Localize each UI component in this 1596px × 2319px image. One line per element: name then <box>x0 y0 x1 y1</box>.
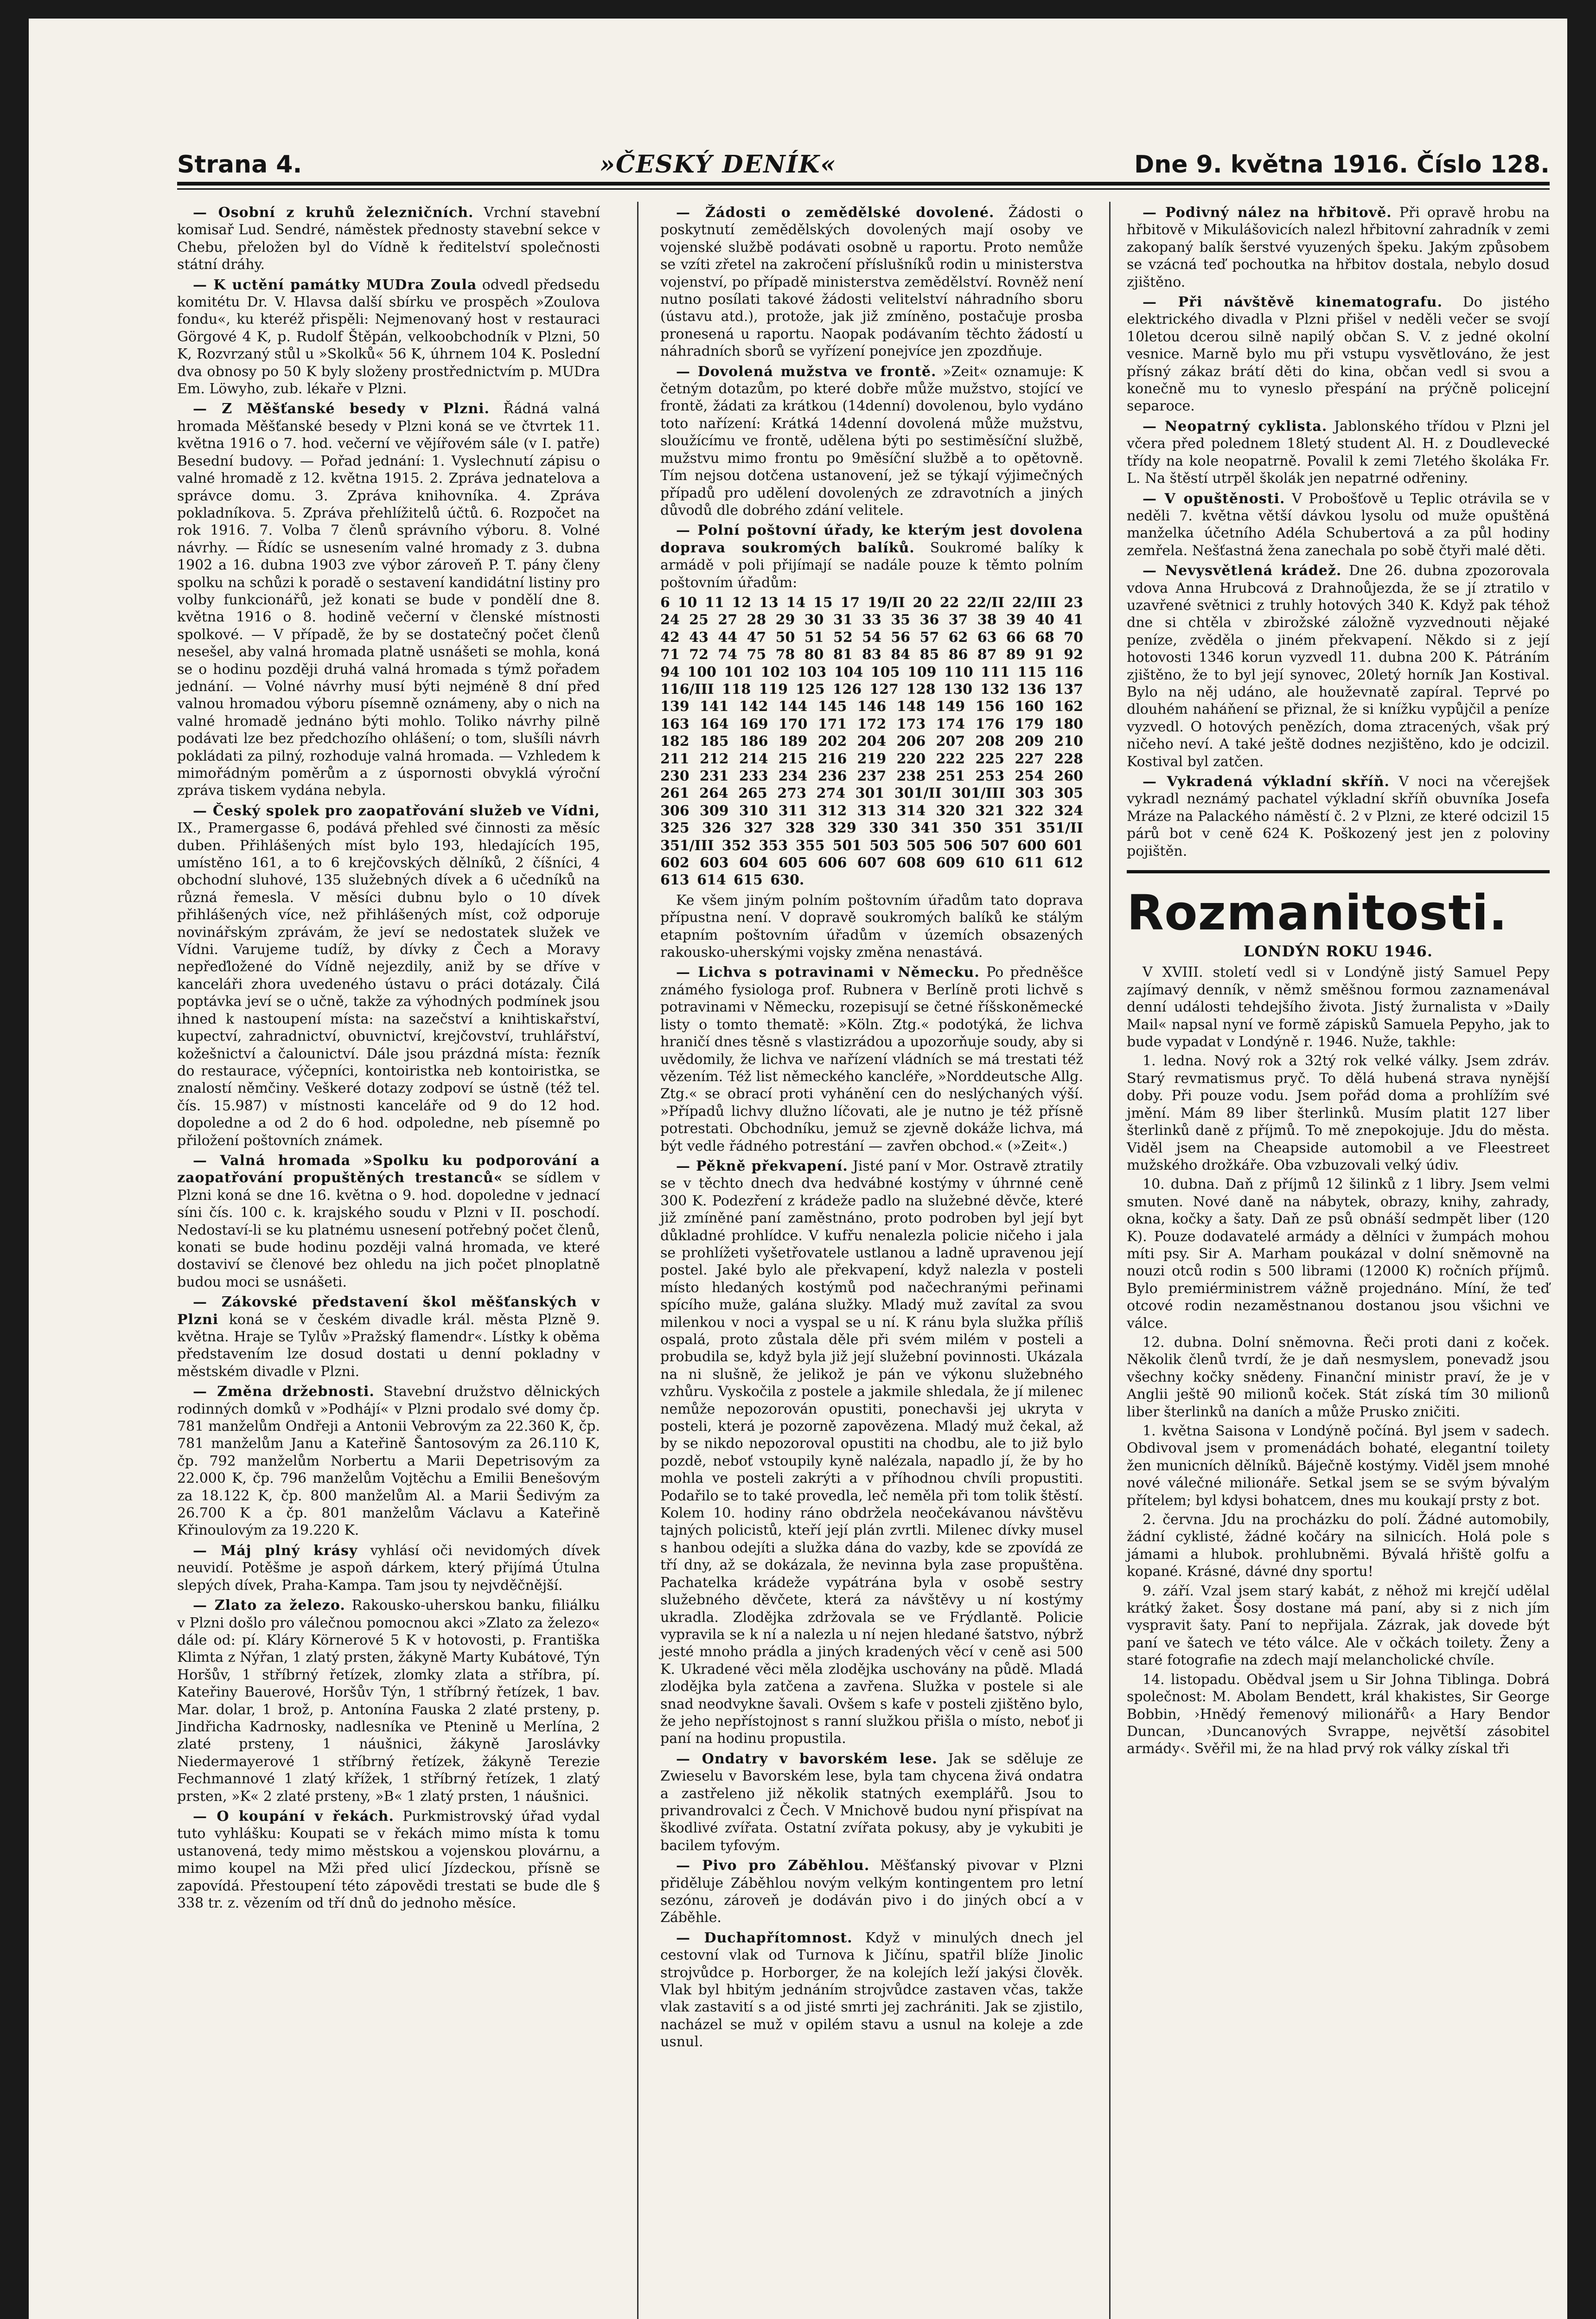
article-body: Při opravě hrobu na hřbitově v Mikulášovicích nalezl hřbitovní zahradník v zemi zakopaný balík šerstvé vyuzených špeku. Jakým způsobem se vzácná teď pochoutka na hřbitov dostala, nebylo dosud zjištěno. <box>1127 205 1550 290</box>
newspaper-page <box>29 19 1567 2319</box>
article-headline: — Lichva s potravinami v Německu. <box>676 964 980 981</box>
news-article <box>177 400 600 799</box>
article-headline: — Při návštěvě kinematografu. <box>1143 294 1443 311</box>
article-body: Když v minulých dnech jel cestovní vlak od Turnova k Jičínu, spatřil blíže Jinolic strojvůdce p. Horborger, že na kolejích leží jakýsi člověk. Vlak byl hbitým jednáním strojvůdce zastaven včas, takže vlak zastavití s a od jisté smrti jej zachrániti. Jak se zjistilo, nacházel se muž v opilém stavu a usnul na koleje a zde usnul. <box>660 1929 1083 2050</box>
article-headline: — Polní poštovní úřady, ke kterým jest dovolena doprava soukromých balíků. <box>660 522 1083 556</box>
article-paragraph: 12. dubna. Dolní sněmovna. Řeči proti dani z koček. Několik členů tvrdí, že je daň nesmyslem, ponevadž jsou všechny kočky snědeny. Finanční ministr praví, že je v Anglii ještě 90 milionů koček. Stát získá tím 30 milionů liber šterlinků na daních a může Prusko zničiti. <box>1127 1334 1550 1420</box>
article-title: LONDÝN ROKU 1946. <box>1244 942 1433 961</box>
article-headline: — Vykradená výkladní skříň. <box>1143 774 1390 790</box>
news-article <box>177 1152 600 1291</box>
article-body: Stavební družstvo dělnických rodinných domků v »Podhájí« v Plzni prodalo své domy čp. 781 manželům Ondřeji a Antonii Vebrovým za 22.360 K, čp. 781 manželům Janu a Kateřině Šantosovým za 26.110 K, čp. 792 manželům Norbertu a Marii Depetrisovým za 22.000 K, čp. 796 manželům Vojtěchu a Emilii Benešovým za 18.122 K, čp. 800 manželům Al. a Marii Šedivým za 26.700 K a čp. 801 manželům Václavu a Kateřině Křinoulovým za 19.220 K. <box>177 1384 600 1539</box>
article-body: odvedl předsedu komitétu Dr. V. Hlavsa další sbírku ve prospěch »Zoulova fondu«, ku kteréž přispěli: Nejmenovaný host v restauraci Görgové 4 K, p. Rudolf Štěpán, velkoobchodník v Plzni, 50 K, Rozvrzaný stůl u »Skolků« 56 K, úhrnem 104 K. Poslední dva obnosy po 50 K byly složeny prostřednictvím p. MUDra Em. Löwyho, zub. lékaře v Plzni. <box>177 276 600 397</box>
newspaper-name: »ČESKÝ DENÍK« <box>600 150 836 179</box>
article-body: Jak se sděluje ze Zwieselu v Bavorském lese, byla tam chycena živá ondatra a zastřeleno již několik statných exemplářů. Jsou to privandrovalci z Čech. V Mnichově budou nyní přispívat na škodlivé zvířata. Ostatní zvířata pokusy, aby je vykubiti je bacilem tyfovým. <box>660 1750 1083 1854</box>
article-headline: — Duchapřítomnost. <box>676 1929 853 1946</box>
article-headline: — Český spolek pro zaopatřování služeb ve Vídni, <box>193 802 600 819</box>
news-article <box>1127 294 1550 415</box>
article-body: Ke všem jiným polním poštovním úřadům tato doprava přípustna není. V dopravě soukromých balíků ke stálým etapním poštovním úřadům v územích obsazených rakousko-uherskými vojsky změna nenastává. <box>660 892 1083 961</box>
article-paragraph: 14. listopadu. Obědval jsem u Sir Johna Tiblinga. Dobrá společnost: M. Abolam Bendett, král khakistes, Sir George Bobbin, ›Hnědý řemenový milionářů‹ a Hary Bendor Duncan, ›Duncanových Svrappe, největší zásobitel armády‹. Svěřil mi, že na hlad prvý rok války získal tři <box>1127 1671 1550 1757</box>
article-body: V Probošťově u Teplic otrávila se v neděli 7. května větší dávkou lysolu od muže opuštěná manželka účetního Adéla Schubertová a za půl hodiny zemřela. Nešťastná žena zanechala po sobě čtyři malé děti. <box>1127 490 1550 559</box>
post-office-number-list: 6 10 11 12 13 14 15 17 19/II 20 22 22/II 22/III 23 24 25 27 28 29 30 31 33 35 36 37 38 39 40 41 42 43 44 47 50 51 52 54 56 57 62 63 66 68 70 71 72 74 75 78 80 81 83 84 85 86 87 89 91 92 94 100 101 102 103 104 105 109 110 111 115 116 116/III 118 119 125 126 127 128 130 132 136 137 139 141 142 144 145 146 148 149 156 160 162 163 164 169 170 171 172 173 174 176 179 180 182 185 186 189 202 204 206 207 208 209 210 211 212 214 215 216 219 220 222 225 227 228 230 231 233 234 236 237 238 251 253 254 260 261 264 265 273 274 301 301/II 301/III 303 305 306 309 310 311 312 313 314 320 321 322 324 325 326 327 328 329 330 341 350 351 351/II 351/III 352 353 355 501 503 505 506 507 600 601 602 603 604 605 606 607 608 609 610 611 612 613 614 615 630. <box>660 594 1083 889</box>
article-headline: — Ondatry v bavorském lese. <box>676 1750 938 1767</box>
news-article <box>660 892 1083 961</box>
header-rule-thin <box>177 188 1550 190</box>
column-divider <box>1109 202 1111 2319</box>
news-article <box>1127 204 1550 291</box>
article-body: Purkmistrovský úřad vydal tuto vyhlášku: Koupati se v řekách mimo místa k tomu ustanovená, tedy mimo městskou a vojenskou plovárnu, a mimo koupel na Mži před ulicí Jízdeckou, přísně se zapovídá. Přestoupení této zápovědi trestati se bude dle § 338 tr. z. vězením od tří dnů do jednoho měsíce. <box>177 1808 600 1911</box>
news-article <box>660 1929 1083 2051</box>
news-article <box>660 1158 1083 1748</box>
news-article <box>660 204 1083 360</box>
news-article <box>177 1597 600 1805</box>
article-body: Žádosti o poskytnutí zemědělských dovolených mají osoby ve vojenské službě podávati osobně u raportu. Proto nemůže se vzíti zřetel na zakročení příslušníků rodin u ministerstva vojenství, po případě ministerstva zemědělství. Rovněž není nutno posílati takové žádosti velitelství náhradního sboru (ústavu atd.), protože, jak již zmíněno, postačuje prosba pronesená u raportu. Naopak podávaním těchto žádostí u náhradních sborů se vyřízení ponejvíce jen zpozdňuje. <box>660 205 1083 360</box>
article-paragraph: 2. června. Jdu na procházku do polí. Žádné automobily, žádní cyklisté, žádné kočáry na silnicích. Holá pole s jámami a hlubok. prohlubněmi. Bývalá hřiště golfu a kopané. Krásné, dávné dny sportu! <box>1127 1512 1550 1580</box>
article-headline: — Valná hromada »Spolku ku podporování a zaopatřování propuštěných trestanců« <box>177 1152 600 1186</box>
news-article <box>177 1808 600 1912</box>
article-body: Soukromé balíky k armádě v poli přijímají se nadále pouze k těmto polním poštovním úřadům: <box>660 539 1083 591</box>
news-article <box>1127 418 1550 487</box>
article-body: Dne 26. dubna zpozorovala vdova Anna Hrubcová z Drahnoůjezda, že se jí ztratilo v uzavřené světnici z truhly hotových 340 K. Když pak téhož dne si chtěla v zbirožské záložně vyzvednouti nějaké peníze, zvěděla o jiném překvapení. Někdo si z její hotovosti 1346 korun vyzvedl 11. dubna 200 K. Pátráním zjištěno, že to byl její synovec, 20letý horník Jan Kostival. Bylo na něj udáno, ale houževnatě zapíral. Teprvé po dlouhém naháňení se přiznal, že si knížku vypůjčil a peníze vyzvedl. O hotových penězích, doma ztracených, však prý ničeho neví. A také ještě dodnes nezjištěno, kdo je odcizil. Kostival byl zatčen. <box>1127 563 1550 770</box>
article-headline: — Nevysvětlená krádež. <box>1143 563 1342 579</box>
news-article <box>177 802 600 1149</box>
news-article <box>177 1542 600 1594</box>
article-paragraph: 1. května Saisona v Londýně počíná. Byl jsem v sadech. Obdivoval jsem v promenádách bohaté, elegantní toilety žen municních dělníků. Báječně kostýmy. Viděl jsem mnohé nové válečné milionáře. Setkal jsem se se svým bývalým přítelem; byl kdysi bohatcem, dnes mu koukají prsty z bot. <box>1127 1423 1550 1509</box>
article-body: koná se v českém divadle král. města Plzně 9. května. Hraje se Tylův »Pražský flamendr«. Lístky k oběma představením lze dosud dostati u denní pokladny v městském divadle v Plzni. <box>177 1311 600 1380</box>
article-body: Po předněšce známého fysiologa prof. Rubnera v Berlíně proti lichvě s potravinami v Německu, rozepisují se četné říšskoněmecké listy o tomto thematě: »Köln. Ztg.« podotýká, že lichva hraničí dnes těsně s vlastizrádou a upozorňuje soudy, aby si uvědomily, že lichva ve nařízení vládních se má trestati též vězením. Též list německého kancléře, »Norddeutsche Allg. Ztg.« se obrací proti vyhánění cen do neslýchaných výší. »Případů lichvy dlužno líčovati, ale je nutno je též přísně potrestati. Obchodníku, jemuž se zjevně dokáže lichva, má být vedle řádného potrestání — zavřen obchod.« (»Zeit«.) <box>660 964 1083 1154</box>
article-paragraph: 10. dubna. Daň z příjmů 12 šilinků z 1 libry. Jsem velmi smuten. Nové daně na nábytek, obrazy, knihy, zahrady, okna, kočky a šaty. Daň ze psů obnáší sedmpět liber (120 K). Pouze dodavatelé armády a dělníci v žumpách mohou míti psy. Sir A. Marham poukázal v dolní sněmovně na nouzi otců rodin s 500 librami (12000 K) ročních příjmů. Bylo premiérministrem vážně projednáno. Míní, že teď otcové rodin nezaměstnanou dostanou jsou všichni ve válce. <box>1127 1176 1550 1332</box>
article-paragraph: 9. září. Vzal jsem starý kabát, z něhož mi krejčí udělal krátký žaket. Šosy dostane má paní, aby si z nich jím vyspravit šaty. Paní to nepřijala. Zázrak, jak dovede být paní ve šatech ve této válce. Ale v očkách toilety. Ženy a staré fotografie na zdech mají melancholické chvíle. <box>1127 1582 1550 1669</box>
article-headline: — Pivo pro Záběhlou. <box>676 1858 870 1874</box>
date-and-issue: Dne 9. května 1916. Číslo 128. <box>1134 151 1550 179</box>
article-headline: — K uctění památky MUDra Zoula <box>193 276 477 293</box>
news-article <box>177 204 600 274</box>
article-body: »Zeit« oznamuje: K četným dotazům, po které dobře může mužstvo, stojící ve frontě, žádati za krátkou (14denní) dovolenou, bylo vydáno toto nařízení: Krátká 14denní dovolená může mužstvu, sloužícímu ve frontě, udělena býti po sestiměsíční službě, mužstvu mimo frontu po 9měsíční službě a to opětovně. Tím nejsou dotčena ustanovení, jež se týkají výjimečných případů pro udělení dovolených ze zdravotních a jiných důvodů dle dobrého zdání velitele. <box>660 363 1084 519</box>
article-body: Do jistého elektrického divadla v Plzni přišel v neděli večer se svojí 10letou dcerou silně napilý občan S. V. z jedné okolní vesnice. Marně bylo mu při vstupu vysvětlováno, že jest přísný zákaz brátí děti do kina, občan vedl si svou a konečně mu to vyneslo přespání na prýčně policejní separoce. <box>1127 294 1550 415</box>
news-article <box>177 276 600 398</box>
article-headline: — Osobní z kruhů železničních. <box>193 205 474 221</box>
section-divider <box>1127 870 1550 873</box>
news-article <box>660 522 1083 591</box>
page-header <box>177 146 1550 179</box>
article-headline: — Zlato za železo. <box>193 1597 345 1614</box>
header-rule <box>177 182 1550 186</box>
article-headline: — Změna držebnosti. <box>193 1384 375 1400</box>
article-body: Jablonského třídou v Plzni jel včera před polednem 18letý student Al. H. z Doudlevecké třídy na kole neopatrně. Povalil k zemi 7letého školáka Fr. L. Na štěstí utrpěl školák jen nepatrné odřeniny. <box>1127 418 1550 487</box>
news-article <box>660 1857 1083 1927</box>
article-paragraph: 1. ledna. Nový rok a 32tý rok velké války. Jsem zdráv. Starý revmatismus pryč. To dělá hubená strava nynější doby. Při pouze vodu. Jsem pořád doma a prohlížím své jmění. Mám 89 liber šterlinků. Musím platit 127 liber šterlinků daně z příjmů. To mě znepokojuje. Jdu do města. Viděl jsem na Cheapside automobil a ve Fleestreet mužského drožkáře. Oba vzbuzovali velký údiv. <box>1127 1053 1550 1173</box>
article-paragraph: V XVIII. století vedl si v Londýně jistý Samuel Pepy zajímavý denník, v němž směšnou formou zaznamenával denní události tehdejšího života. Jistý žurnalista v »Daily Mail« napsal nyní ve formě zápisků Samuela Pepyho, jak to bude vypadat v Londýně r. 1946. Nuže, takhle: <box>1127 964 1550 1051</box>
column-divider <box>637 202 638 2319</box>
news-article <box>660 363 1083 519</box>
news-article <box>1127 562 1550 770</box>
article-headline: — Zákovské představení škol měšťanských v Plzni <box>177 1294 600 1328</box>
news-article <box>660 1750 1083 1854</box>
article-headline: — Neopatrný cyklista. <box>1143 418 1328 435</box>
page-number: Strana 4. <box>177 151 302 179</box>
article-headline: — Dovolená mužstva ve frontě. <box>676 363 937 380</box>
news-article <box>177 1383 600 1539</box>
article-body: Měšťanský pivovar v Plzni přiděluje Záběhlou novým velkým kontingentem pro letní sezónu, zároveň je dodáván pivo i do jiných obcí a v Záběhle. <box>660 1858 1083 1926</box>
article-headline: — Podivný nález na hřbitově. <box>1143 205 1392 221</box>
news-article <box>1127 490 1550 560</box>
news-article <box>660 964 1083 1154</box>
article-body: Vrchní stavební komisař Lud. Sendré, náměstek přednosty stavební sekce v Chebu, přeložen byl do Vídně k ředitelství společnosti státní dráhy. <box>177 205 600 273</box>
news-article <box>177 1294 600 1380</box>
article-body: Řádná valná hromada Měšťanské besedy v Plzni koná se ve čtvrtek 11. května 1916 o 7. hod. večerní ve vějířovém sále (v I. patře) Besední budovy. — Pořad jednání: 1. Vyslechnutí zápisu o valné hromadě z 12. května 1915. 2. Zpráva jednatelova a správce domu. 3. Zpráva knihovníka. 4. Zpráva pokladníkova. 5. Zpráva přehlížitelů účtů. 6. Rozpočet na rok 1916. 7. Volba 7 členů správního výboru. 8. Volné návrhy. — Řídíc se usnesením valné hromady z 3. dubna 1902 a 16. dubna 1903 zve výbor zároveň P. T. pány členy spolku na schůzi k poradě o sestavení kandidátní listiny pro volby funkcionářů, jež konati se bude v pondělí dne 8. května 1916 o 8. hodině večerní v členské místnosti spolkové. — V případě, že by se dostatečný počet členů nesešel, aby valná hromada platně usnášeti se mohla, koná se o hodinu později druhá valná hromada s týmž pořadem jednání. — Volné návrhy musí býti nejméně 8 dní před valnou hromadou výboru písemně oznámeny, aby o nich na valné hromadě jednáno býti mohlo. Toliko návrhy pilně podávati lze bez předchozího ohlášení; o tom, slušíli návrh pokládati za pilný, rozhoduje valná hromada. — Vzhledem k mimořádným poměrům a z úspornosti obvyklá výroční zpráva tiskem vydána nebyla. <box>177 401 600 799</box>
article-headline: — V opuštěnosti. <box>1143 490 1285 507</box>
article-headline: — O koupání v řekách. <box>193 1808 394 1825</box>
article-body: Jisté paní v Mor. Ostravě ztratily se v těchto dnech dva hedvábné kostýmy v úhrnné ceně 300 K. Podezření z krádeže padlo na služebné děvče, které již zmíněné paní zaměstnáno, proto podroben byl její byt důkladné prohlídce. V kufřu nenalezla policie ničeho i jala se prohlížeti vyšetřovatele ustlanou a ladně upravenou její postel. Jaké bylo ale překvapení, když nalezla v posteli místo hledaných kostýmů pod načechranými peřinami spícího muže, galána služky. Mladý muž zavítal za svou milenkou v noci a vyspal se u ní. K ránu byla služka příliš ospalá, proto zůstala děle při svém milém v posteli a probudila se, když byla již její služební povinnosti. Ukázala na ni slušně, že jelikož je pán ve výkonu služebného vzhůru. Vyskočila z postele a jakmile shledala, že jí milenec nemůže nepozorován opustiti, ponechavši jej ukryta v posteli, která je pozorně zapovězena. Mladý muž čekal, až by se nikdo nepozoroval opustiti na chodbu, ale to již bylo pozdě, neboť vstoupily kyně nalézala, napadlo jí, že by ho mohla ve posteli zakrýti a v příhodnou chvíli propustiti. Podařilo se to také provedla, leč neměla při tom tolik štěstí. Kolem 10. hodiny ráno obdržela neočekávanou návštěvu tajných policistů, kteří její plán zvrtli. Milenec dívky musel s hanbou odejíti a služka dána do vazby, kde se zpovídá ze tří dny, až se dokázala, že nevinna byla zase propuštěna. Pachatelka krádeže vypátrána byla v osobě sestry služebného děvčete, která za návštěvy u ní kostýmy ukradla. Zlodějka zdržovala se ve Frýdlantě. Policie vypravila se k ní a nalezla u ní nejen hledané šatstvo, nýbrž jesté mnoho prádla a jiných kradených věcí v ceně asi 500 K. Ukradené věci měla zlodějka uschovány na půdě. Mladá zlodějka byla zatčena a zavřena. Služka v postele si ale snad neodvykne šavali. Ovšem s kafe v posteli zjištěno bylo, že jeho nepřístojnost s ranní služkou přišla o místo, neboť ji paní na hodinu propustila. <box>660 1158 1083 1747</box>
article-body: se sídlem v Plzni koná se dne 16. května o 9. hod. dopoledne v jednací síni čís. 100 c. k. krajského soudu v Plzni v II. poschodí. Nedostaví-li se ku platnému usnesení potřebný počet členů, konati se bude hodinu později valná hromada, ve které dostaviví se členové bez ohledu na jich počet plnoplatně budou moci se usnášeti. <box>177 1170 600 1290</box>
article-body: V noci na včerejšek vykradl neznámý pachatel výkladní skříň obuvníka Josefa Mráze na Palackého náměstí č. 2 v Plzni, ze které odcizil 15 párů bot v ceně 624 K. Poškozený jest jen z poloviny pojištěn. <box>1127 774 1550 859</box>
column-1 <box>177 204 600 1915</box>
column-2 <box>660 204 1083 2054</box>
article-headline: — Máj plný krásy <box>193 1542 358 1559</box>
article-body: Rakousko-uherskou banku, filiálku v Plzni došlo pro válečnou pomocnou akci »Zlato za železo« dále od: pí. Kláry Körnerové 5 K v hotovosti, p. Františka Klimta z Nýřan, 1 zlatý prsten, žákyně Marty Kubátové, Týn Horšův, 1 stříbrný řetízek, zlomky zlata a stříbra, pí. Kateřiny Bauerové, Horšův Týn, 1 stříbrný řetízek, 1 bav. Mar. dolar, 1 brož, p. Antonína Fauska 2 zlaté prsteny, p. Jindřicha Kadrnosky, nadlesníka ve Ptenině u Merlína, 2 zlaté prsteny, 1 náušnici, žákyně Jaroslávky Niedermayerové 1 stříbrný řetízek, žákyně Terezie Fechmannové 1 zlatý křížek, 1 stříbrný řetízek, 1 zlatý prsten, »K« 2 zlaté prsteny, »B« 1 zlatý prsten, 1 náušnici. <box>177 1597 600 1805</box>
column-3 <box>1127 204 1550 1760</box>
article-headline: — Žádosti o zemědělské dovolené. <box>676 205 995 221</box>
article-body: vyhlásí oči nevidomých dívek neuvidí. Potěšme je aspoň dárkem, který přijímá Útulna slepých dívek, Praha-Kampa. Tam jsou ty nejvděčnější. <box>177 1542 600 1594</box>
news-article <box>1127 773 1550 860</box>
article-body: IX., Pramergasse 6, podává přehled své činnosti za měsíc duben. Přihlášených míst bylo 193, hledajících 195, umístěno 161, a to 6 krejčovských dělníků, 2 číšníci, 4 obchodní sluhové, 135 služebných dívek a 6 učedníků na různá řemesla. V měsíci dubnu bylo o 10 dívek přihlášených více, než přihlášených míst, což odporuje novinářským zprávám, že jeví se nedostatek služek ve Vídni. Varujeme tudíž, by dívky z Čech a Moravy nepřeďložené do Vídně nejezdily, aniž by se dříve v kanceláři zhora uvedeného ústavu o práci dotázaly. Čilá poptávka jeví se o učně, takže za výhodných podmínek jsou ihned k nastoupení místa: na sazečství a knihtiskařství, kupectví, zahradnictví, obuvnictví, krejčovství, truhlářství, kožešnictví a čalounictví. Dále jsou prázdná místa: řezník do restaurace, výčepníci, kontoiristka neb kontoiristka, se znalostí němčiny. Veškeré dotazy zodpoví se ústně (též tel. čís. 15.987) v místnosti kanceláře od 9 do 12 hod. dopoledne a od 2 do 6 hod. odpoledne, neb písemně po přiložení poštovních známek. <box>177 820 600 1149</box>
article-headline: — Pěkně překvapení. <box>676 1158 848 1174</box>
section-title: Rozmanitosti. <box>1127 884 1508 942</box>
article-headline: — Z Měšťanské besedy v Plzni. <box>193 401 490 417</box>
